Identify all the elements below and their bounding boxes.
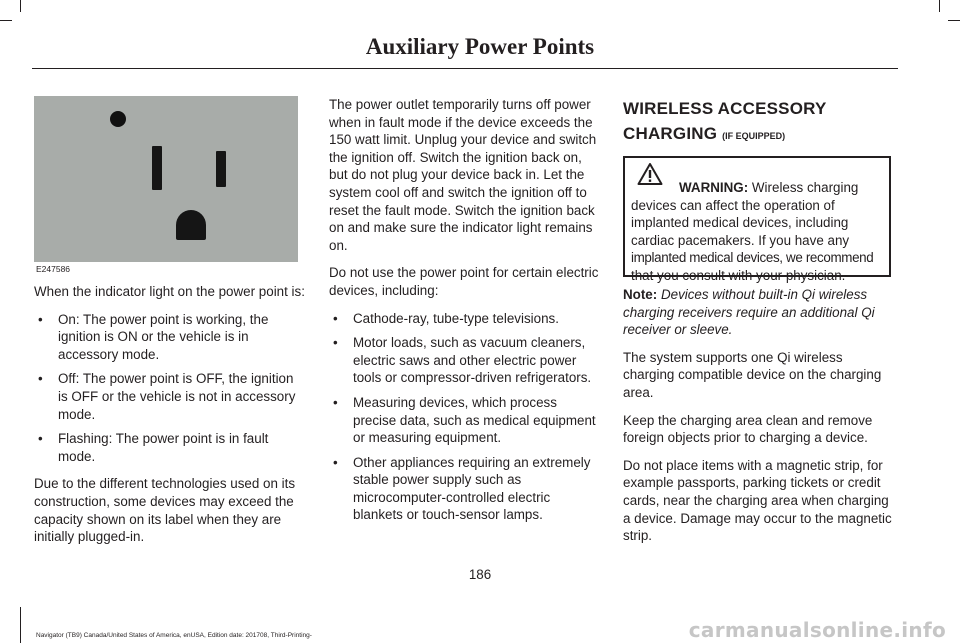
crop-mark-top-right	[948, 20, 960, 21]
col2-paragraph-1: The power outlet temporarily turns off power when in fault mode if the device exceeds the 150 watt limit. Unplug your device and switch the ignition off. Switch the ignition back on, but do not plug your device back in. Let the system cool off and switch the ignition off to reset the fault mode. Switch the ignition back on and make sure the indicator light remains on.	[329, 97, 597, 253]
list-item: • Cathode-ray, tube-type televisions.	[333, 310, 559, 326]
warning-line-1: WARNING: Wireless charging	[679, 180, 859, 195]
crop-mark-top-left-vertical	[20, 0, 21, 12]
section-title-line-1: WIRELESS ACCESSORY	[623, 99, 827, 118]
warning-line-6: that you consult with your physician.	[631, 267, 846, 283]
crop-mark-top-left	[0, 20, 12, 21]
list-item: • Other appliances requiring an extremely stable power supply such as microcomputer-controlled electric blankets or touch-sensor lamps.	[333, 454, 591, 523]
outlet-slot-right	[216, 151, 226, 187]
column-1	[34, 283, 306, 556]
warning-line-3: implanted medical devices, including	[631, 215, 849, 231]
list-item: • On: The power point is working, the ignition is ON or the vehicle is in accessory mode.	[38, 311, 269, 362]
col3-paragraph-1: The system supports one Qi wireless charging compatible device on the charging area.	[623, 349, 882, 400]
column-3-body	[623, 286, 895, 555]
note-label: Note:	[623, 287, 658, 302]
column-2	[329, 96, 602, 534]
crop-mark-bottom-left-vertical	[20, 607, 21, 643]
warning-triangle-icon	[637, 162, 663, 186]
col3-paragraph-2: Keep the charging area clean and remove foreign objects prior to charging a device.	[623, 412, 873, 446]
warning-line-4: cardiac pacemakers. If you have any	[631, 232, 850, 248]
outlet-ground-hole	[176, 210, 206, 240]
col1-intro: When the indicator light on the power point is:	[34, 284, 305, 299]
bullet: •	[333, 394, 338, 410]
section-title-suffix: (IF EQUIPPED)	[722, 131, 786, 141]
warning-box	[623, 156, 891, 283]
warning-line-5: implanted medical devices, we recommend	[631, 250, 874, 266]
device-list	[329, 310, 602, 525]
column-3-heading	[623, 96, 895, 149]
bullet: •	[38, 431, 43, 447]
power-outlet-photo	[34, 96, 298, 262]
list-item: • Motor loads, such as vacuum cleaners, electric saws and other electric power tools or compressor-driven refrigerators.	[333, 335, 592, 386]
crop-mark-top-right-vertical	[939, 0, 940, 12]
indicator-state-list	[34, 311, 306, 466]
bullet: •	[333, 454, 338, 470]
watermark: carmanualsonline.info	[688, 618, 946, 642]
col1-paragraph: Due to the different technologies used on its construction, some devices may exceed the capacity shown on its label when they are initially plugged-in.	[34, 476, 296, 545]
header-rule	[32, 68, 898, 69]
list-item: • Off: The power point is OFF, the ignition is OFF or the vehicle is not in accessory mode.	[38, 371, 296, 422]
bullet: •	[333, 310, 338, 326]
note	[623, 286, 895, 339]
note-body: Devices without built-in Qi wireless charging receivers require an additional Qi receiver or sleeve.	[623, 287, 875, 338]
col3-paragraph-3: Do not place items with a magnetic strip, for example passports, parking tickets or credit cards, near the charging area when charging a device. Damage may occur to the magnetic strip.	[623, 457, 892, 544]
col2-paragraph-2: Do not use the power point for certain electric devices, including:	[329, 265, 599, 298]
footer-edition: Navigator (TB9) Canada/United States of America, enUSA, Edition date: 201708, Third-Printing-	[36, 632, 312, 639]
list-item: • Measuring devices, which process precise data, such as medical equipment or measuring equipment.	[333, 394, 596, 446]
indicator-light	[110, 111, 126, 127]
warning-label: WARNING:	[679, 180, 749, 195]
page-number: 186	[468, 567, 492, 582]
figure-code: E247586	[36, 264, 71, 274]
outlet-slot-left	[152, 146, 162, 190]
warning-line-2: devices can affect the operation of	[631, 197, 835, 213]
bullet: •	[38, 311, 43, 327]
bullet: •	[38, 371, 43, 387]
page-title: Auxiliary Power Points	[365, 34, 595, 59]
section-title-line-2: CHARGING (IF EQUIPPED)	[623, 124, 786, 143]
power-outlet-figure	[34, 96, 298, 274]
list-item: • Flashing: The power point is in fault mode.	[38, 431, 269, 464]
bullet: •	[333, 335, 338, 351]
